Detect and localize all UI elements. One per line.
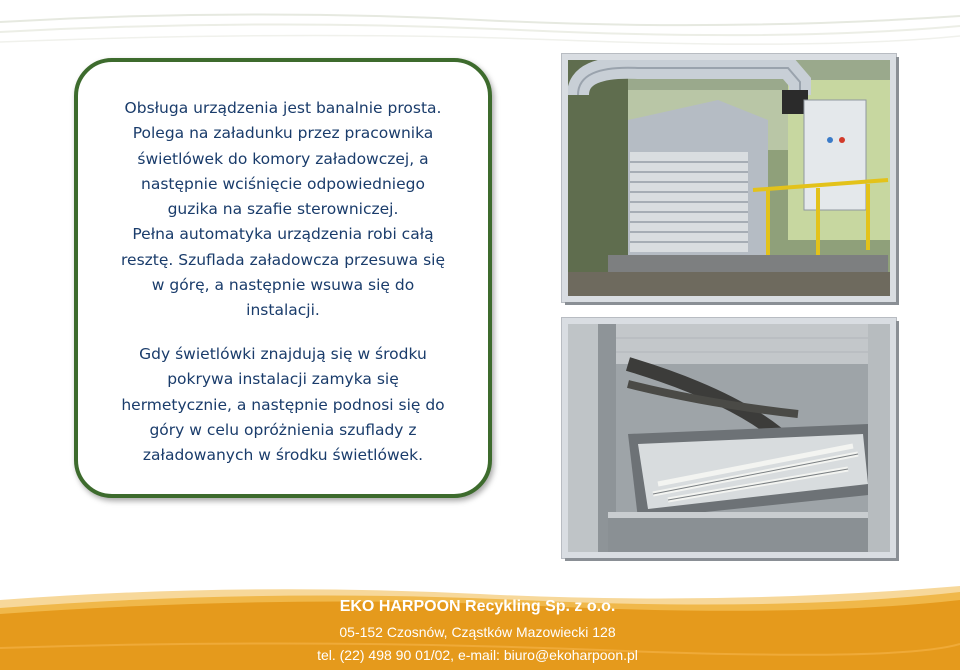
text-line: guzika na szafie sterowniczej. xyxy=(167,200,399,219)
text-line: resztę. Szuflada załadowcza przesuwa się xyxy=(121,250,445,269)
text-line: Polega na załadunku przez pracownika xyxy=(132,124,434,143)
description-box xyxy=(74,58,492,498)
machine-photo-chamber-interior xyxy=(562,318,896,558)
text-line: Obsługa urządzenia jest banalnie prosta. xyxy=(124,99,442,117)
text-line: góry w celu opróżnienia szuflady z xyxy=(149,420,417,439)
company-contact: tel. (22) 498 90 01/02, e-mail: biuro@ekoharpoon.pl xyxy=(317,647,638,663)
text-line: następnie wciśnięcie odpowiedniego xyxy=(141,174,425,193)
text-line: instalacji. xyxy=(246,301,320,320)
top-decoration xyxy=(0,0,960,60)
company-address: 05-152 Czosnów, Cząstków Mazowiecki 128 xyxy=(339,624,616,640)
text-line: załadowanych w środku świetlówek. xyxy=(142,446,424,465)
text-line: w górę, a następnie wsuwa się do xyxy=(151,276,415,295)
text-line: Gdy świetlówki znajdują się w środku xyxy=(139,345,427,363)
footer xyxy=(0,578,960,670)
text-line: świetlówek do komory załadowczej, a xyxy=(137,149,429,168)
paragraph-process xyxy=(78,342,488,468)
paragraph-operation xyxy=(78,96,488,324)
text-line: Pełna automatyka urządzenia robi całą xyxy=(132,225,434,244)
company-name: EKO HARPOON Recykling Sp. z o.o. xyxy=(339,598,616,615)
machine-photo-loading-chamber xyxy=(562,54,896,302)
text-line: pokrywa instalacji zamyka się xyxy=(167,370,399,389)
text-line: hermetycznie, a następnie podnosi się do xyxy=(121,395,445,414)
